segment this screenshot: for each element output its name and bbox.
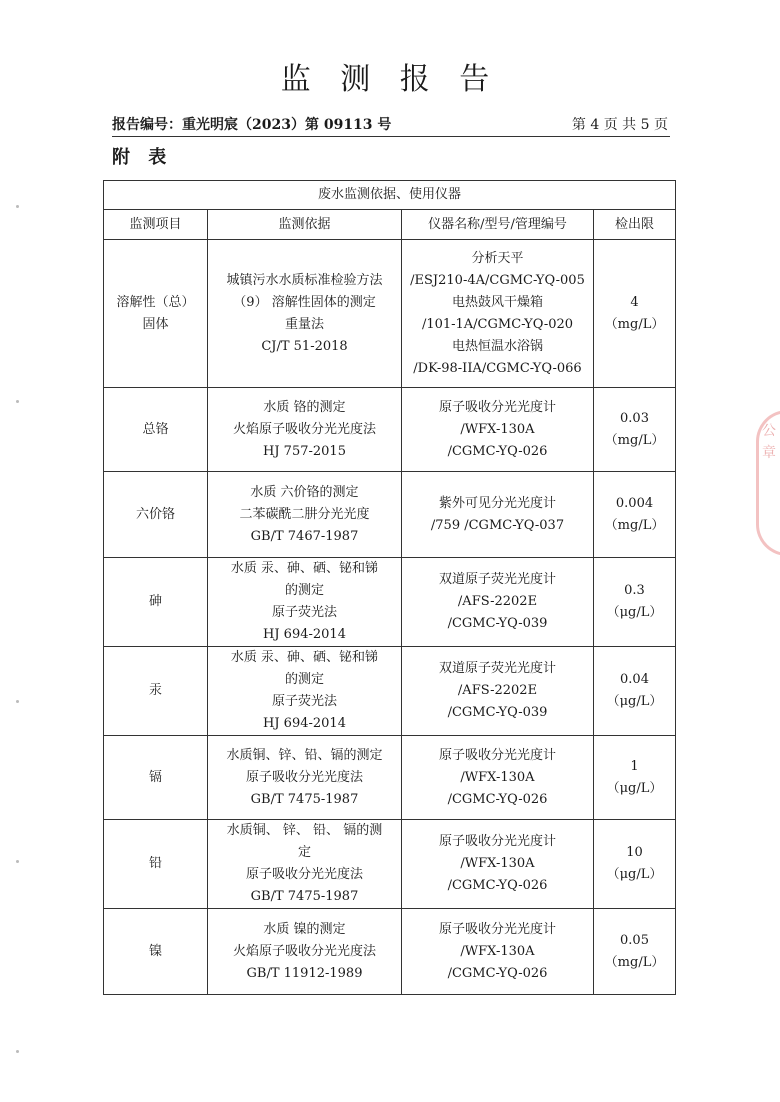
- cell-basis-text: 水质铜、锌、铅、镉的测定 原子吸收分光光度法 GB/T 7475-1987: [226, 747, 383, 807]
- cell-item-text: 溶解性（总） 固体: [116, 294, 195, 332]
- cell-item-text: 镉: [148, 769, 162, 785]
- stamp-text: 公章: [762, 423, 776, 461]
- header-limit: 检出限: [594, 210, 676, 240]
- cell-limit-text: 0.05 （mg/L）: [604, 932, 665, 970]
- cell-limit: [594, 647, 676, 736]
- report-meta: [112, 114, 668, 136]
- table-header-row: [104, 210, 676, 240]
- cell-basis-text: 城镇污水水质标准检验方法 （9） 溶解性固体的测定 重量法 CJ/T 51-2018: [226, 272, 383, 354]
- binding-hole: [16, 860, 19, 863]
- binding-hole: [16, 700, 19, 703]
- binding-hole: [16, 1050, 19, 1053]
- cell-limit-text: 1 （μg/L）: [606, 758, 663, 796]
- cell-basis-text: 水质 六价铬的测定 二苯碳酰二肼分光光度 GB/T 7467-1987: [239, 484, 370, 544]
- cell-basis-text: 水质铜、 锌、 铅、 镉的测 定 原子吸收分光光度法 GB/T 7475-1987: [226, 823, 383, 904]
- cell-item: [104, 909, 208, 995]
- report-number: 报告编号：重光明宸（2023）第 09113 号: [112, 117, 392, 133]
- table-row: [104, 647, 676, 736]
- header-item: 监测项目: [104, 210, 208, 240]
- cell-item-text: 铅: [148, 856, 162, 871]
- cell-basis: [208, 240, 402, 388]
- cell-limit: [594, 240, 676, 388]
- binding-hole: [16, 400, 19, 403]
- cell-limit-text: 0.3 （μg/L）: [606, 583, 663, 620]
- table-caption: 废水监测依据、使用仪器: [104, 181, 676, 210]
- cell-instrument: [402, 736, 594, 820]
- cell-instrument-text: 双道原子荧光光度计 /AFS-2202E /CGMC-YQ-039: [438, 572, 556, 631]
- cell-basis-text: 水质 汞、砷、硒、铋和锑 的测定 原子荧光法 HJ 694-2014: [230, 561, 379, 642]
- page-info: 第 4 页 共 5 页: [571, 117, 668, 133]
- cell-instrument: [402, 558, 594, 647]
- cell-item: [104, 736, 208, 820]
- cell-basis: [208, 472, 402, 558]
- header-basis: 监测依据: [208, 210, 402, 240]
- cell-instrument: [402, 240, 594, 388]
- cell-limit-text: 0.04 （μg/L）: [606, 672, 663, 709]
- cell-limit: [594, 558, 676, 647]
- cell-basis: [208, 388, 402, 472]
- cell-instrument-text: 双道原子荧光光度计 /AFS-2202E /CGMC-YQ-039: [438, 661, 556, 720]
- cell-item: [104, 558, 208, 647]
- cell-instrument: [402, 388, 594, 472]
- cell-limit: [594, 820, 676, 909]
- cell-item-text: 六价铬: [135, 506, 175, 522]
- table-row: [104, 558, 676, 647]
- cell-limit-text: 4 （mg/L）: [604, 294, 665, 332]
- cell-limit: [594, 736, 676, 820]
- table-row: [104, 736, 676, 820]
- cell-item: [104, 240, 208, 388]
- header-instrument: 仪器名称/型号/管理编号: [402, 210, 594, 240]
- cell-basis: [208, 647, 402, 736]
- cell-item: [104, 388, 208, 472]
- cell-basis: [208, 558, 402, 647]
- monitoring-table: [103, 180, 676, 995]
- cell-instrument: [402, 647, 594, 736]
- cell-basis-text: 水质 铬的测定 火焰原子吸收分光光度法 HJ 757-2015: [232, 399, 376, 459]
- table-row: [104, 472, 676, 558]
- cell-instrument: [402, 909, 594, 995]
- report-title: 监 测 报 告: [280, 62, 500, 97]
- cell-limit-text: 10 （μg/L）: [606, 845, 663, 882]
- table-row: [104, 909, 676, 995]
- cell-limit: [594, 472, 676, 558]
- cell-instrument: [402, 472, 594, 558]
- appendix-heading: 附 表: [112, 147, 173, 168]
- cell-item: [104, 647, 208, 736]
- table-row: [104, 240, 676, 388]
- cell-basis-text: 水质 镍的测定 火焰原子吸收分光光度法 GB/T 11912-1989: [232, 921, 376, 981]
- cell-instrument-text: 原子吸收分光光度计 /WFX-130A /CGMC-YQ-026: [438, 399, 556, 459]
- cell-basis: [208, 736, 402, 820]
- cell-limit: [594, 388, 676, 472]
- cell-instrument-text: 原子吸收分光光度计 /WFX-130A /CGMC-YQ-026: [438, 747, 556, 807]
- cell-limit-text: 0.004 （mg/L）: [604, 495, 665, 533]
- table-caption-row: [104, 181, 676, 210]
- table-row: [104, 388, 676, 472]
- cell-basis: [208, 909, 402, 995]
- cell-item: [104, 472, 208, 558]
- cell-basis-text: 水质 汞、砷、硒、铋和锑 的测定 原子荧光法 HJ 694-2014: [230, 650, 379, 731]
- header-rule: [112, 136, 670, 137]
- cell-instrument: [402, 820, 594, 909]
- cell-instrument-text: 原子吸收分光光度计 /WFX-130A /CGMC-YQ-026: [438, 921, 556, 981]
- cell-basis: [208, 820, 402, 909]
- cell-item-text: 砷: [148, 594, 162, 609]
- cell-instrument-text: 紫外可见分光光度计 /759 /CGMC-YQ-037: [430, 495, 565, 533]
- cell-limit: [594, 909, 676, 995]
- cell-item: [104, 820, 208, 909]
- cell-item-text: 镍: [148, 943, 162, 959]
- cell-item-text: 总铬: [142, 421, 169, 437]
- cell-instrument-text: 原子吸收分光光度计 /WFX-130A /CGMC-YQ-026: [438, 834, 556, 893]
- table-row: [104, 820, 676, 909]
- binding-hole: [16, 205, 19, 208]
- cell-item-text: 汞: [148, 683, 162, 698]
- cell-instrument-text: 分析天平 /ESJ210-4A/CGMC-YQ-005 电热鼓风干燥箱 /101-1A/CGMC-YQ-020 电热恒温水浴锅 /DK-98-IIA/CGMC-YQ-066: [410, 250, 585, 376]
- cell-limit-text: 0.03 （mg/L）: [604, 410, 665, 448]
- table-body: [104, 240, 676, 995]
